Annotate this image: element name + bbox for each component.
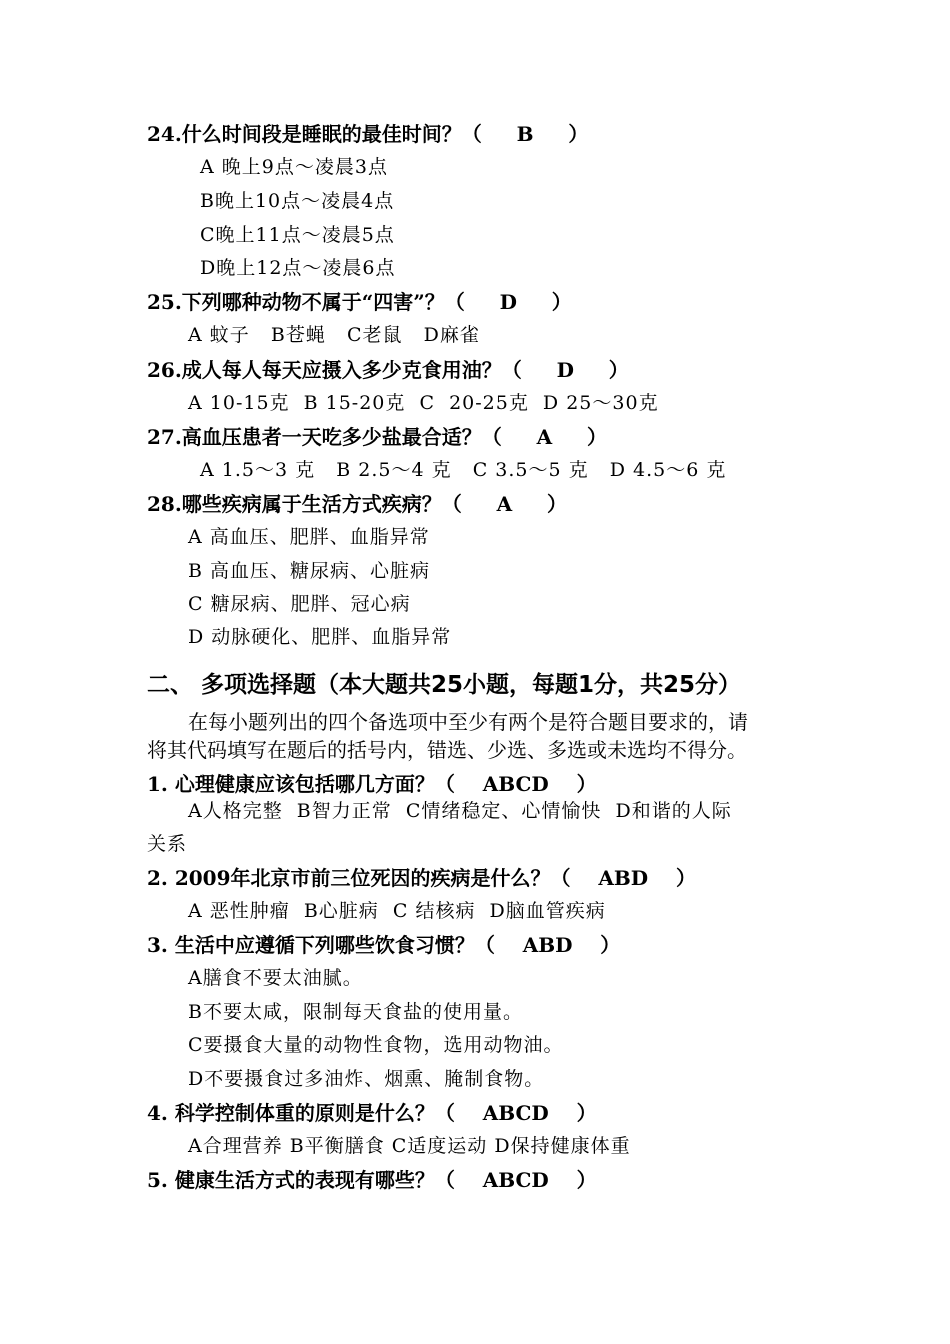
question-line: 2. 2009年北京市前三位死因的疾病是什么？（ ABD ） xyxy=(147,866,696,890)
option-line: D晚上12点～凌晨6点 xyxy=(200,257,396,279)
question-line: 26.成人每人每天应摄入多少克食用油？（ D ） xyxy=(147,358,629,382)
option-line: C晚上11点～凌晨5点 xyxy=(200,224,395,246)
option-line: A 恶性肿瘤 B心脏病 C 结核病 D脑血管疾病 xyxy=(188,900,606,922)
option-line: C 糖尿病、肥胖、冠心病 xyxy=(188,593,411,615)
instruction-text: 在每小题列出的四个备选项中至少有两个是符合题目要求的，请 xyxy=(188,710,748,734)
question-line: 25.下列哪种动物不属于“四害”？（ D ） xyxy=(147,290,572,314)
option-line: D不要摄食过多油炸、烟熏、腌制食物。 xyxy=(188,1068,545,1090)
option-line: B不要太咸，限制每天食盐的使用量。 xyxy=(188,1001,523,1023)
option-line: A 蚊子 B苍蝇 C老鼠 D麻雀 xyxy=(188,324,480,346)
question-line: 27.高血压患者一天吃多少盐最合适？（ A ） xyxy=(147,425,607,449)
option-line: C要摄食大量的动物性食物，选用动物油。 xyxy=(188,1034,564,1056)
option-line: A 高血压、肥胖、血脂异常 xyxy=(188,526,430,548)
option-line: 关系 xyxy=(147,833,188,855)
question-line: 5. 健康生活方式的表现有哪些？（ ABCD ） xyxy=(147,1168,597,1192)
question-line: 3. 生活中应遵循下列哪些饮食习惯？（ ABD ） xyxy=(147,933,621,957)
option-line: A 晚上9点～凌晨3点 xyxy=(200,156,388,178)
option-line: B 高血压、糖尿病、心脏病 xyxy=(188,560,431,582)
option-line: A合理营养 B平衡膳食 C适度运动 D保持健康体重 xyxy=(188,1135,631,1157)
question-line: 28.哪些疾病属于生活方式疾病？（ A ） xyxy=(147,492,567,516)
option-line: A膳食不要太油腻。 xyxy=(188,967,363,989)
question-line: 1. 心理健康应该包括哪几方面？（ ABCD ） xyxy=(147,772,597,796)
option-line: A 1.5～3 克 B 2.5～4 克 C 3.5～5 克 D 4.5～6 克 xyxy=(200,459,727,481)
question-line: 4. 科学控制体重的原则是什么？（ ABCD ） xyxy=(147,1101,597,1125)
question-line: 24.什么时间段是睡眠的最佳时间？（ B ） xyxy=(147,122,589,146)
option-line: D 动脉硬化、肥胖、血脂异常 xyxy=(188,626,452,648)
option-line: A人格完整 B智力正常 C情绪稳定、心情愉快 D和谐的人际 xyxy=(188,800,732,822)
option-line: A 10-15克 B 15-20克 C 20-25克 D 25～30克 xyxy=(188,392,659,414)
option-line: B晚上10点～凌晨4点 xyxy=(200,190,395,212)
instruction-text: 将其代码填写在题后的括号内，错选、少选、多选或未选均不得分。 xyxy=(147,738,747,762)
section-heading: 二、 多项选择题（本大题共25小题，每题1分，共25分） xyxy=(147,672,742,698)
